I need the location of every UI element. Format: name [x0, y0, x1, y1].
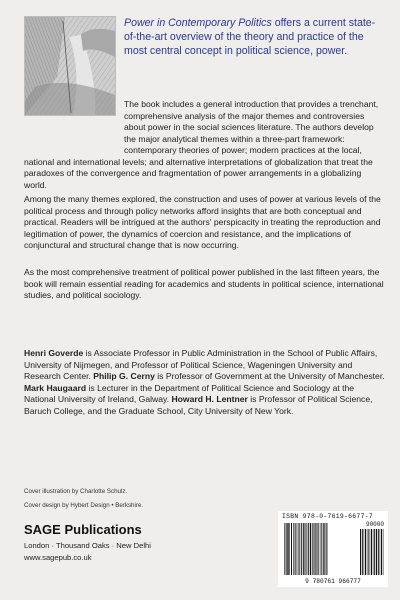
author-bio: is Professor of Political Science, Baruch College, and the Graduate School, City University of New York.	[24, 394, 373, 416]
ean-number: 9 780761 966777	[305, 578, 361, 585]
author-name: Mark Haugaard	[24, 382, 87, 393]
isbn-label: ISBN 978-0-7619-6677-7	[282, 513, 373, 520]
paragraph-introduction-part2: national and international levels; and alternative interpretations of globalization that treat the paradoxes of the convergence and fragmentation of power arrangements in a globalizing world.	[24, 156, 373, 190]
design-credit: Cover design by Hybert Design • Berkshire.	[24, 502, 144, 509]
price-addon-code: 90000	[365, 521, 384, 528]
paragraph-introduction	[24, 99, 386, 191]
author-name: Henri Goverde	[24, 348, 84, 358]
illustration-credit: Cover illustration by Charlotte Schulz.	[24, 488, 128, 495]
paragraph-themes: Among the many themes explored, the construction and uses of power at various levels of the political process and through policy networks afford insights that are both conceptual and practical. Readers will be intrigued at the authors' perspicacity in treating the reproduction and legitimation of power, the dynamics of coercion and resistance, and the implications of conjunctural and structural change that is now occurring.	[24, 194, 381, 250]
author-bio: is Associate Professor in Public Administration in the School of Public Affairs, University of Nijmegen, and Professor of Political Science, Wageningen University and Research Center.	[24, 348, 378, 381]
barcode-icon	[278, 511, 388, 587]
paragraph-introduction-part1: The book includes a general introduction that provides a trenchant, comprehensive analysis of the major themes and controversies about power in the social sciences literature. The authors develop the major analytical themes within a three-part framework: contemporary theories of power; modern practices at the local,	[124, 99, 379, 155]
author-bios	[24, 348, 386, 417]
publisher-website: www.sagepub.co.uk	[24, 553, 92, 562]
book-title: Power in Contemporary Politics	[124, 17, 272, 29]
author-bio: is Professor of Government at the University of Manchester.	[154, 371, 385, 381]
paragraph-comprehensive: As the most comprehensive treatment of political power published in the last fifteen years, the book will remain essential reading for academics and students in political science, international studies, and political sociology.	[24, 267, 384, 300]
lead-paragraph	[124, 16, 386, 58]
barcode-block	[278, 511, 388, 587]
publisher-name: SAGE Publications	[24, 522, 142, 537]
author-name: Philip G. Cerny	[93, 371, 155, 381]
lead-text: offers a current state-of-the-art overview of the theory and practice of the most central concept in political science, power.	[124, 17, 376, 57]
author-bio: is Lecturer in the Department of Political Science and Sociology at the National University of Ireland, Galway.	[24, 382, 355, 404]
publisher-cities: London · Thousand Oaks · New Delhi	[24, 541, 151, 550]
author-name: Howard H. Lentner	[171, 394, 248, 404]
